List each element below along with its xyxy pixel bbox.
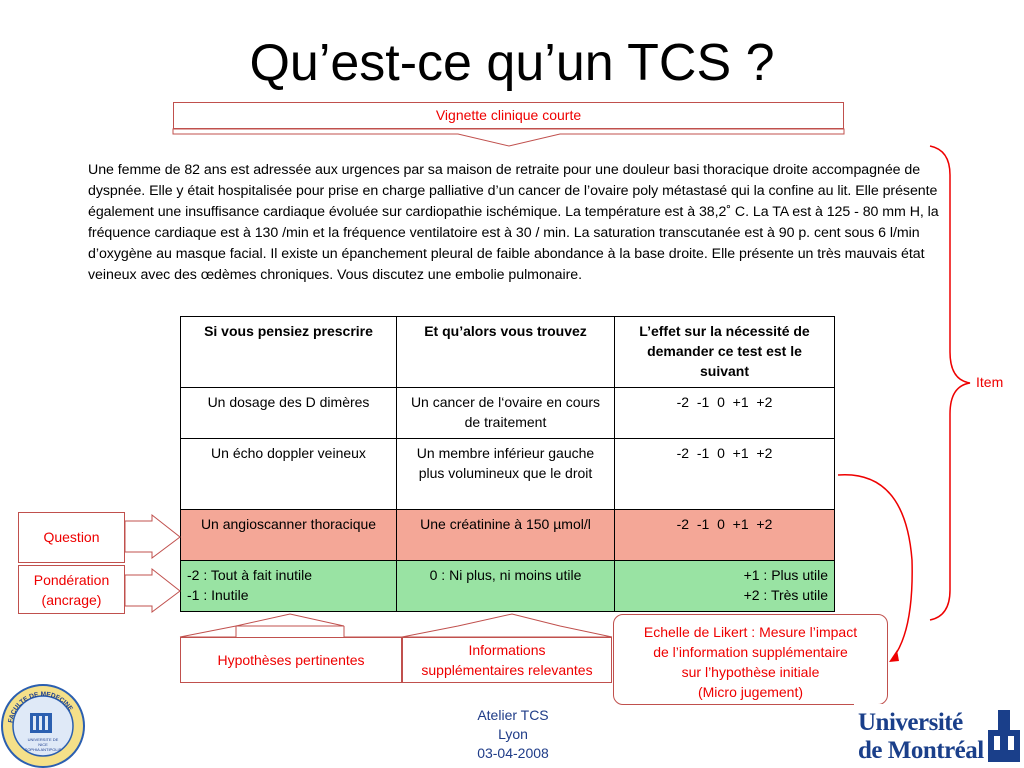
weighting-label-line1: Pondération — [33, 572, 110, 588]
weighting-label-box — [18, 565, 125, 614]
row3-scale: -2 -1 0 +1 +2 — [615, 510, 835, 561]
row1-test: Un dosage des D dimères — [181, 388, 397, 439]
likert-scale-box — [613, 614, 888, 705]
udem-logo — [854, 704, 1024, 768]
weight-minus-2: -2 : Tout à fait inutile — [187, 567, 313, 583]
question-row — [181, 510, 835, 561]
row2-test: Un écho doppler veineux — [181, 439, 397, 510]
row3-finding: Une créatinine à 150 µmol/l — [397, 510, 615, 561]
seal-sub-3: SOPHIA ANTIPOLIS — [24, 747, 62, 752]
table-row — [181, 388, 835, 439]
hypotheses-chevron-icon — [236, 614, 344, 626]
weight-plus-2: +2 : Très utile — [743, 587, 828, 603]
row1-finding: Un cancer de l‘ovaire en cours de traitement — [397, 388, 615, 439]
header-effect: L’effet sur la nécessité de demander ce test est le suivant — [615, 317, 835, 388]
likert-line3: sur l’hypothèse initiale — [681, 664, 820, 680]
header-prescribe: Si vous pensiez prescrire — [181, 317, 397, 388]
weight-negative — [181, 561, 397, 612]
information-up-arrow-icon — [402, 614, 612, 637]
row1-scale: -2 -1 0 +1 +2 — [615, 388, 835, 439]
item-label: Item — [976, 374, 1004, 390]
table-header-row — [181, 317, 835, 388]
hypotheses-up-arrow-icon — [180, 626, 236, 637]
footer — [440, 706, 586, 763]
weighting-arrow-icon — [125, 569, 180, 612]
udem-tower-icon — [986, 708, 1022, 764]
likert-line1: Echelle de Likert : Mesure l’impact — [643, 624, 858, 640]
footer-line2: Lyon — [498, 726, 528, 742]
information-label-box — [402, 637, 612, 683]
likert-line2: de l’information supplémentaire — [653, 644, 848, 660]
header-finding: Et qu’alors vous trouvez — [397, 317, 615, 388]
information-label-line2: supplémentaires relevantes — [421, 662, 593, 678]
seal-sub-2: NICE — [38, 742, 48, 747]
hypotheses-chevron-side-icon — [344, 626, 402, 637]
weight-minus-1: -1 : Inutile — [187, 587, 249, 603]
udem-line2: de Montréal — [858, 737, 984, 764]
faculty-seal-logo — [0, 683, 86, 768]
footer-line3: 03-04-2008 — [477, 745, 549, 761]
information-label-line1: Informations — [468, 642, 546, 658]
weight-positive — [615, 561, 835, 612]
vignette-down-arrow-icon — [173, 129, 844, 146]
seal-sub-1: UNIVERSITE DE — [27, 737, 59, 742]
slide-title: Qu’est-ce qu’un TCS ? — [249, 34, 775, 92]
table-row — [181, 439, 835, 510]
weighting-row — [181, 561, 835, 612]
row3-test: Un angioscanner thoracique — [181, 510, 397, 561]
row2-finding: Un membre inférieur gauche plus volumineux que le droit — [397, 439, 615, 510]
hypotheses-label-box: Hypothèses pertinentes — [180, 637, 402, 683]
vignette-label-box: Vignette clinique courte — [173, 102, 844, 129]
question-arrow-icon — [125, 515, 180, 558]
tcs-table — [180, 316, 835, 612]
likert-arrowhead-icon — [889, 650, 899, 662]
question-label-box: Question — [18, 512, 125, 563]
weight-neutral: 0 : Ni plus, ni moins utile — [397, 561, 615, 612]
udem-line1: Université — [858, 709, 963, 736]
footer-line1: Atelier TCS — [477, 707, 549, 723]
seal-text: FACULTE DE MEDECINE — [7, 690, 74, 724]
likert-line4: (Micro jugement) — [697, 684, 804, 700]
weight-plus-1: +1 : Plus utile — [743, 567, 828, 583]
weighting-label-line2: (ancrage) — [41, 592, 102, 608]
clinical-vignette-text: Une femme de 82 ans est adressée aux urgences par sa maison de retraite pour une douleur basi thoracique droite accompagnée de dyspnée. Elle y était hospitalisée pour prise en charge palliative d’un cancer de l’ovaire poly métastasé qui la confine au lit. Elle présente également une insuffisance cardiaque évoluée sur cardiopathie ischémique. La température est à 38,2˚ C. La TA est à 125 - 80 mm H, la fréquence cardiaque est à 130 /min et la fréquence ventilatoire est à 30 / min. La saturation transcutanée est à 90 p. cent sous 6 l/min d’oxygène au masque facial. Il existe un épanchement pleural de faible abondance à la base droite. Elle présente un très mauvais état veineux avec des œdèmes chroniques. Vous discutez une embolie pulmonaire. — [88, 162, 939, 283]
row2-scale: -2 -1 0 +1 +2 — [615, 439, 835, 510]
